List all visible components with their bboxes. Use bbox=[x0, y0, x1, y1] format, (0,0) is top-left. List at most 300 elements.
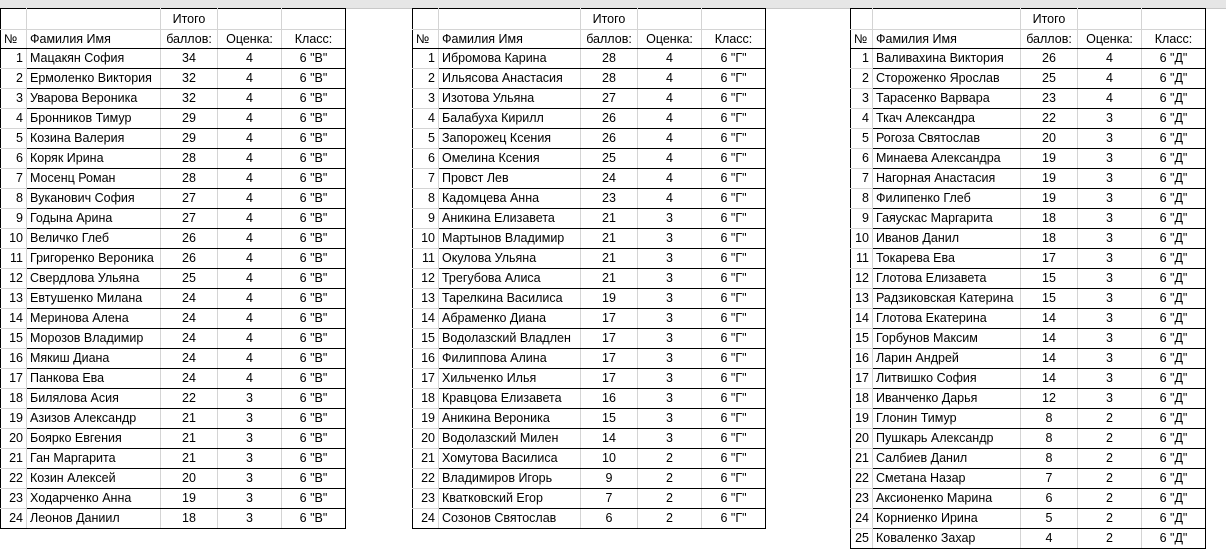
row-num-cell[interactable]: 24 bbox=[1, 509, 27, 529]
grade-cell[interactable]: 3 bbox=[638, 269, 702, 289]
total-score-cell[interactable]: 18 bbox=[1021, 229, 1078, 249]
student-name-cell[interactable]: Стороженко Ярослав bbox=[873, 69, 1021, 89]
header-cell-blank[interactable] bbox=[851, 9, 873, 30]
student-name-cell[interactable]: Боярко Евгения bbox=[27, 429, 161, 449]
grade-cell[interactable]: 3 bbox=[1078, 309, 1142, 329]
class-cell[interactable]: 6 "Д" bbox=[1142, 389, 1206, 409]
header-name[interactable]: Фамилия Имя bbox=[27, 30, 161, 49]
total-score-cell[interactable]: 21 bbox=[161, 429, 218, 449]
class-cell[interactable]: 6 "В" bbox=[282, 469, 346, 489]
class-cell[interactable]: 6 "Д" bbox=[1142, 109, 1206, 129]
total-score-cell[interactable]: 21 bbox=[581, 249, 638, 269]
header-name[interactable]: Фамилия Имя bbox=[439, 30, 581, 49]
grade-cell[interactable]: 3 bbox=[1078, 229, 1142, 249]
student-name-cell[interactable]: Коряк Ирина bbox=[27, 149, 161, 169]
grade-cell[interactable]: 4 bbox=[218, 329, 282, 349]
student-name-cell[interactable]: Тарелкина Василиса bbox=[439, 289, 581, 309]
header-grade[interactable]: Оценка: bbox=[218, 30, 282, 49]
row-num-cell[interactable]: 21 bbox=[1, 449, 27, 469]
total-score-cell[interactable]: 24 bbox=[161, 369, 218, 389]
class-cell[interactable]: 6 "Г" bbox=[702, 489, 766, 509]
student-name-cell[interactable]: Запорожец Ксения bbox=[439, 129, 581, 149]
student-name-cell[interactable]: Бронников Тимур bbox=[27, 109, 161, 129]
class-cell[interactable]: 6 "Г" bbox=[702, 329, 766, 349]
total-score-cell[interactable]: 27 bbox=[161, 189, 218, 209]
grade-cell[interactable]: 3 bbox=[218, 469, 282, 489]
grade-cell[interactable]: 2 bbox=[638, 509, 702, 529]
row-num-cell[interactable]: 19 bbox=[413, 409, 439, 429]
total-score-cell[interactable]: 8 bbox=[1021, 409, 1078, 429]
total-score-cell[interactable]: 17 bbox=[1021, 249, 1078, 269]
row-num-cell[interactable]: 6 bbox=[1, 149, 27, 169]
student-name-cell[interactable]: Валивахина Виктория bbox=[873, 49, 1021, 69]
total-score-cell[interactable]: 25 bbox=[1021, 69, 1078, 89]
class-cell[interactable]: 6 "Г" bbox=[702, 169, 766, 189]
class-cell[interactable]: 6 "В" bbox=[282, 509, 346, 529]
total-score-cell[interactable]: 8 bbox=[1021, 449, 1078, 469]
grade-cell[interactable]: 4 bbox=[1078, 49, 1142, 69]
class-cell[interactable]: 6 "Д" bbox=[1142, 89, 1206, 109]
grade-cell[interactable]: 4 bbox=[1078, 69, 1142, 89]
class-cell[interactable]: 6 "Д" bbox=[1142, 409, 1206, 429]
row-num-cell[interactable]: 25 bbox=[851, 529, 873, 549]
total-score-cell[interactable]: 29 bbox=[161, 109, 218, 129]
class-cell[interactable]: 6 "Д" bbox=[1142, 49, 1206, 69]
class-cell[interactable]: 6 "В" bbox=[282, 309, 346, 329]
row-num-cell[interactable]: 1 bbox=[851, 49, 873, 69]
student-name-cell[interactable]: Вуканович София bbox=[27, 189, 161, 209]
grade-cell[interactable]: 4 bbox=[218, 129, 282, 149]
class-cell[interactable]: 6 "Г" bbox=[702, 269, 766, 289]
class-cell[interactable]: 6 "В" bbox=[282, 129, 346, 149]
header-cell-blank[interactable] bbox=[1142, 9, 1206, 30]
row-num-cell[interactable]: 8 bbox=[851, 189, 873, 209]
grade-cell[interactable]: 4 bbox=[218, 169, 282, 189]
grade-cell[interactable]: 3 bbox=[638, 309, 702, 329]
row-num-cell[interactable]: 12 bbox=[1, 269, 27, 289]
header-name[interactable]: Фамилия Имя bbox=[873, 30, 1021, 49]
student-name-cell[interactable]: Провст Лев bbox=[439, 169, 581, 189]
student-name-cell[interactable]: Морозов Владимир bbox=[27, 329, 161, 349]
row-num-cell[interactable]: 3 bbox=[1, 89, 27, 109]
header-cell-blank[interactable] bbox=[27, 9, 161, 30]
class-cell[interactable]: 6 "Г" bbox=[702, 249, 766, 269]
total-score-cell[interactable]: 27 bbox=[161, 209, 218, 229]
total-score-cell[interactable]: 21 bbox=[581, 209, 638, 229]
class-cell[interactable]: 6 "В" bbox=[282, 69, 346, 89]
header-cell-blank[interactable] bbox=[1, 9, 27, 30]
student-name-cell[interactable]: Хильченко Илья bbox=[439, 369, 581, 389]
row-num-cell[interactable]: 17 bbox=[851, 369, 873, 389]
class-cell[interactable]: 6 "В" bbox=[282, 229, 346, 249]
student-name-cell[interactable]: Водолазский Милен bbox=[439, 429, 581, 449]
grade-cell[interactable]: 3 bbox=[218, 449, 282, 469]
class-cell[interactable]: 6 "В" bbox=[282, 389, 346, 409]
class-cell[interactable]: 6 "Г" bbox=[702, 69, 766, 89]
total-score-cell[interactable]: 14 bbox=[1021, 329, 1078, 349]
total-score-cell[interactable]: 24 bbox=[581, 169, 638, 189]
total-score-cell[interactable]: 25 bbox=[161, 269, 218, 289]
total-score-cell[interactable]: 28 bbox=[581, 69, 638, 89]
grade-cell[interactable]: 3 bbox=[638, 389, 702, 409]
header-num[interactable]: № bbox=[1, 30, 27, 49]
grade-cell[interactable]: 4 bbox=[218, 249, 282, 269]
total-score-cell[interactable]: 14 bbox=[1021, 309, 1078, 329]
row-num-cell[interactable]: 16 bbox=[413, 349, 439, 369]
grade-cell[interactable]: 3 bbox=[638, 409, 702, 429]
row-num-cell[interactable]: 6 bbox=[851, 149, 873, 169]
grade-cell[interactable]: 3 bbox=[638, 209, 702, 229]
grade-cell[interactable]: 4 bbox=[218, 49, 282, 69]
total-score-cell[interactable]: 28 bbox=[161, 149, 218, 169]
total-score-cell[interactable]: 4 bbox=[1021, 529, 1078, 549]
total-score-cell[interactable]: 21 bbox=[161, 409, 218, 429]
grade-cell[interactable]: 3 bbox=[1078, 369, 1142, 389]
total-score-cell[interactable]: 34 bbox=[161, 49, 218, 69]
header-cell-blank[interactable] bbox=[439, 9, 581, 30]
grade-cell[interactable]: 4 bbox=[218, 289, 282, 309]
class-cell[interactable]: 6 "Д" bbox=[1142, 69, 1206, 89]
student-name-cell[interactable]: Меринова Алена bbox=[27, 309, 161, 329]
total-score-cell[interactable]: 19 bbox=[1021, 149, 1078, 169]
grade-cell[interactable]: 2 bbox=[1078, 409, 1142, 429]
grade-cell[interactable]: 4 bbox=[218, 209, 282, 229]
student-name-cell[interactable]: Уварова Вероника bbox=[27, 89, 161, 109]
class-cell[interactable]: 6 "В" bbox=[282, 169, 346, 189]
student-name-cell[interactable]: Тарасенко Варвара bbox=[873, 89, 1021, 109]
student-name-cell[interactable]: Ильясова Анастасия bbox=[439, 69, 581, 89]
total-score-cell[interactable]: 27 bbox=[581, 89, 638, 109]
row-num-cell[interactable]: 2 bbox=[413, 69, 439, 89]
class-cell[interactable]: 6 "Д" bbox=[1142, 309, 1206, 329]
student-name-cell[interactable]: Мосенц Роман bbox=[27, 169, 161, 189]
row-num-cell[interactable]: 8 bbox=[1, 189, 27, 209]
row-num-cell[interactable]: 21 bbox=[851, 449, 873, 469]
student-name-cell[interactable]: Окулова Ульяна bbox=[439, 249, 581, 269]
student-name-cell[interactable]: Величко Глеб bbox=[27, 229, 161, 249]
student-name-cell[interactable]: Козин Алексей bbox=[27, 469, 161, 489]
row-num-cell[interactable]: 9 bbox=[1, 209, 27, 229]
grade-cell[interactable]: 3 bbox=[218, 409, 282, 429]
row-num-cell[interactable]: 19 bbox=[1, 409, 27, 429]
row-num-cell[interactable]: 2 bbox=[851, 69, 873, 89]
row-num-cell[interactable]: 22 bbox=[413, 469, 439, 489]
student-name-cell[interactable]: Сметана Назар bbox=[873, 469, 1021, 489]
row-num-cell[interactable]: 13 bbox=[851, 289, 873, 309]
row-num-cell[interactable]: 12 bbox=[851, 269, 873, 289]
student-name-cell[interactable]: Ган Маргарита bbox=[27, 449, 161, 469]
class-cell[interactable]: 6 "В" bbox=[282, 209, 346, 229]
grade-cell[interactable]: 4 bbox=[638, 129, 702, 149]
grade-cell[interactable]: 3 bbox=[218, 509, 282, 529]
student-name-cell[interactable]: Кравцова Елизавета bbox=[439, 389, 581, 409]
total-score-cell[interactable]: 18 bbox=[1021, 209, 1078, 229]
header-cell-blank[interactable] bbox=[413, 9, 439, 30]
class-cell[interactable]: 6 "В" bbox=[282, 409, 346, 429]
total-score-cell[interactable]: 24 bbox=[161, 329, 218, 349]
total-score-cell[interactable]: 6 bbox=[1021, 489, 1078, 509]
grade-cell[interactable]: 3 bbox=[1078, 109, 1142, 129]
student-name-cell[interactable]: Балабуха Кирилл bbox=[439, 109, 581, 129]
row-num-cell[interactable]: 12 bbox=[413, 269, 439, 289]
row-num-cell[interactable]: 20 bbox=[413, 429, 439, 449]
student-name-cell[interactable]: Рогоза Святослав bbox=[873, 129, 1021, 149]
total-score-cell[interactable]: 25 bbox=[581, 149, 638, 169]
grade-cell[interactable]: 2 bbox=[1078, 449, 1142, 469]
header-num[interactable]: № bbox=[413, 30, 439, 49]
row-num-cell[interactable]: 2 bbox=[1, 69, 27, 89]
student-name-cell[interactable]: Горбунов Максим bbox=[873, 329, 1021, 349]
student-name-cell[interactable]: Ермоленко Виктория bbox=[27, 69, 161, 89]
row-num-cell[interactable]: 15 bbox=[413, 329, 439, 349]
grade-cell[interactable]: 3 bbox=[1078, 149, 1142, 169]
total-score-cell[interactable]: 20 bbox=[1021, 129, 1078, 149]
student-name-cell[interactable]: Аксионенко Марина bbox=[873, 489, 1021, 509]
grade-cell[interactable]: 2 bbox=[1078, 429, 1142, 449]
student-name-cell[interactable]: Азизов Александр bbox=[27, 409, 161, 429]
row-num-cell[interactable]: 14 bbox=[1, 309, 27, 329]
total-score-cell[interactable]: 18 bbox=[161, 509, 218, 529]
total-score-cell[interactable]: 17 bbox=[581, 369, 638, 389]
grade-cell[interactable]: 3 bbox=[1078, 289, 1142, 309]
header-grade[interactable]: Оценка: bbox=[1078, 30, 1142, 49]
total-score-cell[interactable]: 21 bbox=[581, 229, 638, 249]
grade-cell[interactable]: 4 bbox=[638, 149, 702, 169]
class-cell[interactable]: 6 "Г" bbox=[702, 469, 766, 489]
class-cell[interactable]: 6 "В" bbox=[282, 249, 346, 269]
total-score-cell[interactable]: 17 bbox=[581, 309, 638, 329]
total-score-cell[interactable]: 22 bbox=[1021, 109, 1078, 129]
header-num[interactable]: № bbox=[851, 30, 873, 49]
class-cell[interactable]: 6 "Д" bbox=[1142, 349, 1206, 369]
class-cell[interactable]: 6 "Д" bbox=[1142, 329, 1206, 349]
grade-cell[interactable]: 2 bbox=[1078, 509, 1142, 529]
class-cell[interactable]: 6 "Д" bbox=[1142, 169, 1206, 189]
student-name-cell[interactable]: Аникина Елизавета bbox=[439, 209, 581, 229]
total-score-cell[interactable]: 17 bbox=[581, 349, 638, 369]
grade-cell[interactable]: 3 bbox=[1078, 389, 1142, 409]
student-name-cell[interactable]: Годына Арина bbox=[27, 209, 161, 229]
total-score-cell[interactable]: 19 bbox=[1021, 169, 1078, 189]
class-cell[interactable]: 6 "В" bbox=[282, 489, 346, 509]
class-cell[interactable]: 6 "Г" bbox=[702, 209, 766, 229]
row-num-cell[interactable]: 17 bbox=[413, 369, 439, 389]
class-cell[interactable]: 6 "Г" bbox=[702, 229, 766, 249]
class-cell[interactable]: 6 "В" bbox=[282, 429, 346, 449]
student-name-cell[interactable]: Салбиев Данил bbox=[873, 449, 1021, 469]
row-num-cell[interactable]: 10 bbox=[1, 229, 27, 249]
header-cell-blank[interactable] bbox=[873, 9, 1021, 30]
class-cell[interactable]: 6 "Д" bbox=[1142, 209, 1206, 229]
student-name-cell[interactable]: Кадомцева Анна bbox=[439, 189, 581, 209]
row-num-cell[interactable]: 7 bbox=[413, 169, 439, 189]
student-name-cell[interactable]: Трегубова Алиса bbox=[439, 269, 581, 289]
row-num-cell[interactable]: 18 bbox=[413, 389, 439, 409]
row-num-cell[interactable]: 17 bbox=[1, 369, 27, 389]
total-score-cell[interactable]: 24 bbox=[161, 309, 218, 329]
total-score-cell[interactable]: 14 bbox=[1021, 369, 1078, 389]
row-num-cell[interactable]: 9 bbox=[851, 209, 873, 229]
grade-cell[interactable]: 4 bbox=[218, 309, 282, 329]
row-num-cell[interactable]: 16 bbox=[1, 349, 27, 369]
row-num-cell[interactable]: 9 bbox=[413, 209, 439, 229]
row-num-cell[interactable]: 13 bbox=[1, 289, 27, 309]
row-num-cell[interactable]: 24 bbox=[413, 509, 439, 529]
total-score-cell[interactable]: 6 bbox=[581, 509, 638, 529]
row-num-cell[interactable]: 21 bbox=[413, 449, 439, 469]
grade-cell[interactable]: 3 bbox=[638, 429, 702, 449]
class-cell[interactable]: 6 "Д" bbox=[1142, 129, 1206, 149]
student-name-cell[interactable]: Иванченко Дарья bbox=[873, 389, 1021, 409]
total-score-cell[interactable]: 19 bbox=[1021, 189, 1078, 209]
class-cell[interactable]: 6 "Г" bbox=[702, 89, 766, 109]
student-name-cell[interactable]: Владимиров Игорь bbox=[439, 469, 581, 489]
row-num-cell[interactable]: 1 bbox=[413, 49, 439, 69]
grade-cell[interactable]: 3 bbox=[638, 349, 702, 369]
row-num-cell[interactable]: 3 bbox=[851, 89, 873, 109]
total-score-cell[interactable]: 23 bbox=[1021, 89, 1078, 109]
class-cell[interactable]: 6 "Г" bbox=[702, 509, 766, 529]
student-name-cell[interactable]: Созонов Святослав bbox=[439, 509, 581, 529]
total-score-cell[interactable]: 32 bbox=[161, 69, 218, 89]
student-name-cell[interactable]: Водолазский Владлен bbox=[439, 329, 581, 349]
row-num-cell[interactable]: 11 bbox=[1, 249, 27, 269]
total-score-cell[interactable]: 10 bbox=[581, 449, 638, 469]
header-cell-blank[interactable] bbox=[638, 9, 702, 30]
total-score-cell[interactable]: 16 bbox=[581, 389, 638, 409]
student-name-cell[interactable]: Леонов Даниил bbox=[27, 509, 161, 529]
grade-cell[interactable]: 3 bbox=[1078, 349, 1142, 369]
row-num-cell[interactable]: 15 bbox=[851, 329, 873, 349]
class-cell[interactable]: 6 "Д" bbox=[1142, 149, 1206, 169]
student-name-cell[interactable]: Ибромова Карина bbox=[439, 49, 581, 69]
row-num-cell[interactable]: 24 bbox=[851, 509, 873, 529]
grade-cell[interactable]: 3 bbox=[638, 249, 702, 269]
class-cell[interactable]: 6 "Д" bbox=[1142, 249, 1206, 269]
student-name-cell[interactable]: Изотова Ульяна bbox=[439, 89, 581, 109]
class-cell[interactable]: 6 "Д" bbox=[1142, 449, 1206, 469]
student-name-cell[interactable]: Григоренко Вероника bbox=[27, 249, 161, 269]
total-score-cell[interactable]: 26 bbox=[1021, 49, 1078, 69]
grade-cell[interactable]: 4 bbox=[638, 169, 702, 189]
total-score-cell[interactable]: 23 bbox=[581, 189, 638, 209]
class-cell[interactable]: 6 "В" bbox=[282, 109, 346, 129]
student-name-cell[interactable]: Ларин Андрей bbox=[873, 349, 1021, 369]
row-num-cell[interactable]: 14 bbox=[413, 309, 439, 329]
grade-cell[interactable]: 2 bbox=[1078, 469, 1142, 489]
grade-cell[interactable]: 3 bbox=[638, 329, 702, 349]
row-num-cell[interactable]: 4 bbox=[413, 109, 439, 129]
class-cell[interactable]: 6 "Г" bbox=[702, 349, 766, 369]
row-num-cell[interactable]: 7 bbox=[851, 169, 873, 189]
grade-cell[interactable]: 4 bbox=[638, 89, 702, 109]
header-class[interactable]: Класс: bbox=[1142, 30, 1206, 49]
header-total-line1[interactable]: Итого bbox=[581, 9, 638, 30]
header-class[interactable]: Класс: bbox=[702, 30, 766, 49]
total-score-cell[interactable]: 24 bbox=[161, 349, 218, 369]
header-cell-blank[interactable] bbox=[702, 9, 766, 30]
class-cell[interactable]: 6 "В" bbox=[282, 369, 346, 389]
class-cell[interactable]: 6 "В" bbox=[282, 289, 346, 309]
row-num-cell[interactable]: 18 bbox=[1, 389, 27, 409]
grade-cell[interactable]: 2 bbox=[1078, 529, 1142, 549]
student-name-cell[interactable]: Иванов Данил bbox=[873, 229, 1021, 249]
class-cell[interactable]: 6 "Д" bbox=[1142, 269, 1206, 289]
class-cell[interactable]: 6 "Г" bbox=[702, 389, 766, 409]
class-cell[interactable]: 6 "Д" bbox=[1142, 489, 1206, 509]
header-total-line2[interactable]: баллов: bbox=[1021, 30, 1078, 49]
row-num-cell[interactable]: 22 bbox=[1, 469, 27, 489]
row-num-cell[interactable]: 20 bbox=[1, 429, 27, 449]
grade-cell[interactable]: 4 bbox=[638, 109, 702, 129]
grade-cell[interactable]: 2 bbox=[638, 469, 702, 489]
grade-cell[interactable]: 4 bbox=[638, 189, 702, 209]
row-num-cell[interactable]: 13 bbox=[413, 289, 439, 309]
student-name-cell[interactable]: Корниенко Ирина bbox=[873, 509, 1021, 529]
row-num-cell[interactable]: 23 bbox=[1, 489, 27, 509]
class-cell[interactable]: 6 "Г" bbox=[702, 309, 766, 329]
total-score-cell[interactable]: 14 bbox=[581, 429, 638, 449]
total-score-cell[interactable]: 17 bbox=[581, 329, 638, 349]
student-name-cell[interactable]: Аникина Вероника bbox=[439, 409, 581, 429]
row-num-cell[interactable]: 11 bbox=[413, 249, 439, 269]
row-num-cell[interactable]: 10 bbox=[851, 229, 873, 249]
grade-cell[interactable]: 4 bbox=[218, 349, 282, 369]
class-cell[interactable]: 6 "Д" bbox=[1142, 229, 1206, 249]
class-cell[interactable]: 6 "Д" bbox=[1142, 469, 1206, 489]
row-num-cell[interactable]: 4 bbox=[1, 109, 27, 129]
grade-cell[interactable]: 3 bbox=[1078, 249, 1142, 269]
grade-cell[interactable]: 3 bbox=[638, 229, 702, 249]
total-score-cell[interactable]: 24 bbox=[161, 289, 218, 309]
header-total-line1[interactable]: Итого bbox=[1021, 9, 1078, 30]
total-score-cell[interactable]: 26 bbox=[161, 249, 218, 269]
student-name-cell[interactable]: Глонин Тимур bbox=[873, 409, 1021, 429]
student-name-cell[interactable]: Ткач Александра bbox=[873, 109, 1021, 129]
grade-cell[interactable]: 2 bbox=[638, 489, 702, 509]
grade-cell[interactable]: 3 bbox=[638, 289, 702, 309]
class-cell[interactable]: 6 "Г" bbox=[702, 149, 766, 169]
grade-cell[interactable]: 2 bbox=[1078, 489, 1142, 509]
class-cell[interactable]: 6 "Д" bbox=[1142, 289, 1206, 309]
total-score-cell[interactable]: 15 bbox=[581, 409, 638, 429]
student-name-cell[interactable]: Мартынов Владимир bbox=[439, 229, 581, 249]
row-num-cell[interactable]: 19 bbox=[851, 409, 873, 429]
grade-cell[interactable]: 4 bbox=[218, 89, 282, 109]
class-cell[interactable]: 6 "В" bbox=[282, 449, 346, 469]
student-name-cell[interactable]: Евтушенко Милана bbox=[27, 289, 161, 309]
total-score-cell[interactable]: 28 bbox=[161, 169, 218, 189]
header-cell-blank[interactable] bbox=[1078, 9, 1142, 30]
row-num-cell[interactable]: 7 bbox=[1, 169, 27, 189]
total-score-cell[interactable]: 26 bbox=[581, 109, 638, 129]
total-score-cell[interactable]: 7 bbox=[581, 489, 638, 509]
row-num-cell[interactable]: 8 bbox=[413, 189, 439, 209]
grade-cell[interactable]: 3 bbox=[1078, 329, 1142, 349]
row-num-cell[interactable]: 16 bbox=[851, 349, 873, 369]
total-score-cell[interactable]: 22 bbox=[161, 389, 218, 409]
class-cell[interactable]: 6 "Г" bbox=[702, 409, 766, 429]
grade-cell[interactable]: 4 bbox=[218, 269, 282, 289]
total-score-cell[interactable]: 26 bbox=[161, 229, 218, 249]
header-cell-blank[interactable] bbox=[282, 9, 346, 30]
class-cell[interactable]: 6 "В" bbox=[282, 49, 346, 69]
row-num-cell[interactable]: 18 bbox=[851, 389, 873, 409]
total-score-cell[interactable]: 20 bbox=[161, 469, 218, 489]
grade-cell[interactable]: 3 bbox=[1078, 189, 1142, 209]
total-score-cell[interactable]: 15 bbox=[1021, 269, 1078, 289]
total-score-cell[interactable]: 19 bbox=[161, 489, 218, 509]
